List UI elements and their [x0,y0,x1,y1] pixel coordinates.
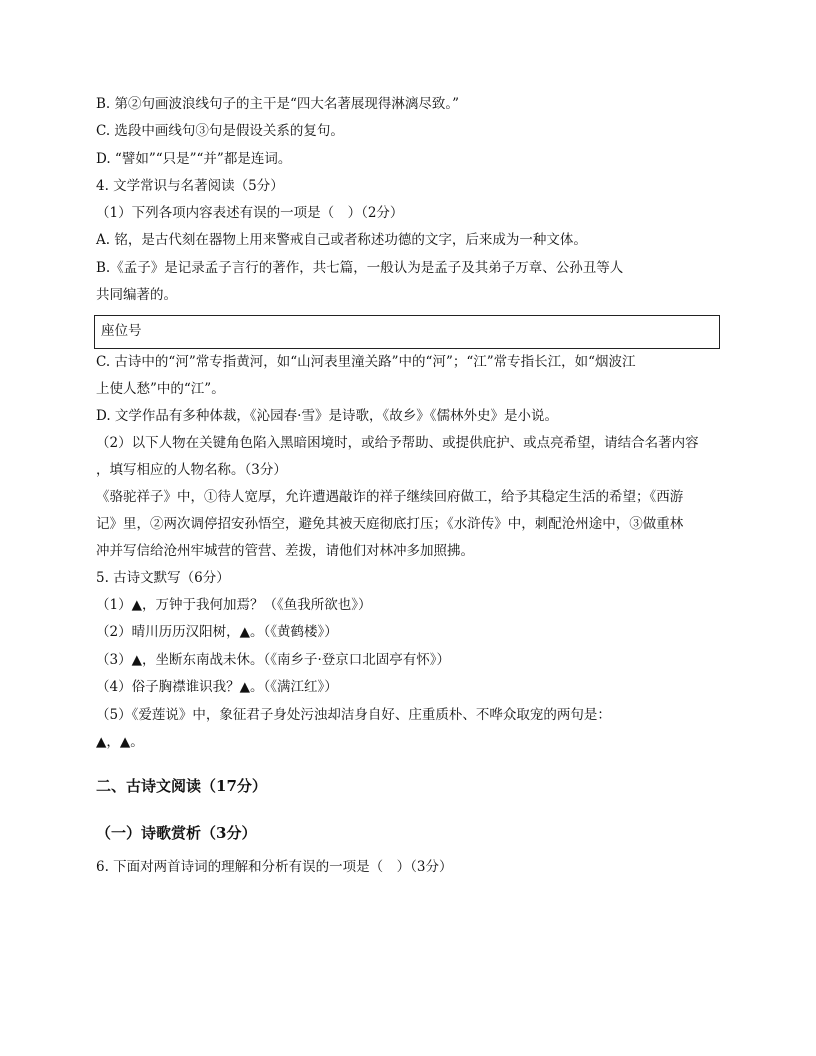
q4-option-c: C. 古诗中的“河”常专指黄河，如“山河表里潼关路”中的“河”；“江”常专指长江，如“烟波江 [96,354,636,370]
question-5-1: （1）▲，万钟于我何加焉？（《鱼我所欲也》） [96,597,372,613]
question-5-4: （4）俗子胸襟谁识我？▲。（《满江红》） [96,679,338,695]
q4-option-d: D. 文学作品有多种体裁，《沁园春·雪》是诗歌，《故乡》《儒林外史》是小说。 [96,408,558,424]
seat-number-box[interactable] [94,315,720,349]
q4-option-c-cont: 上使人愁”中的“江”。 [96,381,225,397]
question-4-1-prompt: （1）下列各项内容表述有误的一项是（ ）（2分） [96,205,404,221]
question-4-2-passage-2: 记》里，②两次调停招安孙悟空，避免其被天庭彻底打压；《水浒传》中，刺配沧州途中，③做重林 [96,516,684,532]
question-4-2-prompt-cont: ，填写相应的人物名称。（3分） [96,462,287,478]
option-d-text: D. “譬如”“只是”“并”都是连词。 [96,151,292,167]
subsection-1-heading: （一）诗歌赏析（3分） [96,824,257,842]
q4-option-b: B.《孟子》是记录孟子言行的著作，共七篇，一般认为是孟子及其弟子万章、公孙丑等人 [96,260,624,276]
question-5-title: 5. 古诗文默写（6分） [96,570,230,586]
section-2-heading: 二、古诗文阅读（17分） [96,777,267,795]
question-5-2: （2）晴川历历汉阳树，▲。（《黄鹤楼》） [96,624,338,640]
seat-number-label: 座位号 [101,323,142,339]
question-5-5-answer: ▲，▲。 [96,734,144,750]
question-4-title: 4. 文学常识与名著阅读（5分） [96,178,284,194]
question-5-5: （5）《爱莲说》中，象征君子身处污浊却洁身自好、庄重质朴、不哗众取宠的两句是： [96,707,611,723]
option-b-text: B. 第②句画波浪线句子的主干是“四大名著展现得淋漓尽致。” [96,96,460,112]
question-5-3: （3）▲，坐断东南战未休。（《南乡子·登京口北固亭有怀》） [96,652,451,668]
question-4-2-passage-3: 冲并写信给沧州牢城营的管营、差拨，请他们对林冲多加照拂。 [96,543,474,559]
q4-option-b-cont: 共同编著的。 [96,287,177,303]
question-4-2-passage: 《骆驼祥子》中，①待人宽厚，允许遭遇敲诈的祥子继续回府做工，给予其稳定生活的希望；《西游 [96,489,684,505]
q4-option-a: A. 铭，是古代刻在器物上用来警戒自己或者称述功德的文字，后来成为一种文体。 [96,232,587,248]
question-4-2-prompt: （2）以下人物在关键角色陷入黑暗困境时，或给予帮助、或提供庇护、或点亮希望，请结合名著内容 [96,435,699,451]
question-6-prompt: 6. 下面对两首诗词的理解和分析有误的一项是（ ）（3分） [96,859,453,875]
option-c-text: C. 选段中画线句③句是假设关系的复句。 [96,123,344,139]
